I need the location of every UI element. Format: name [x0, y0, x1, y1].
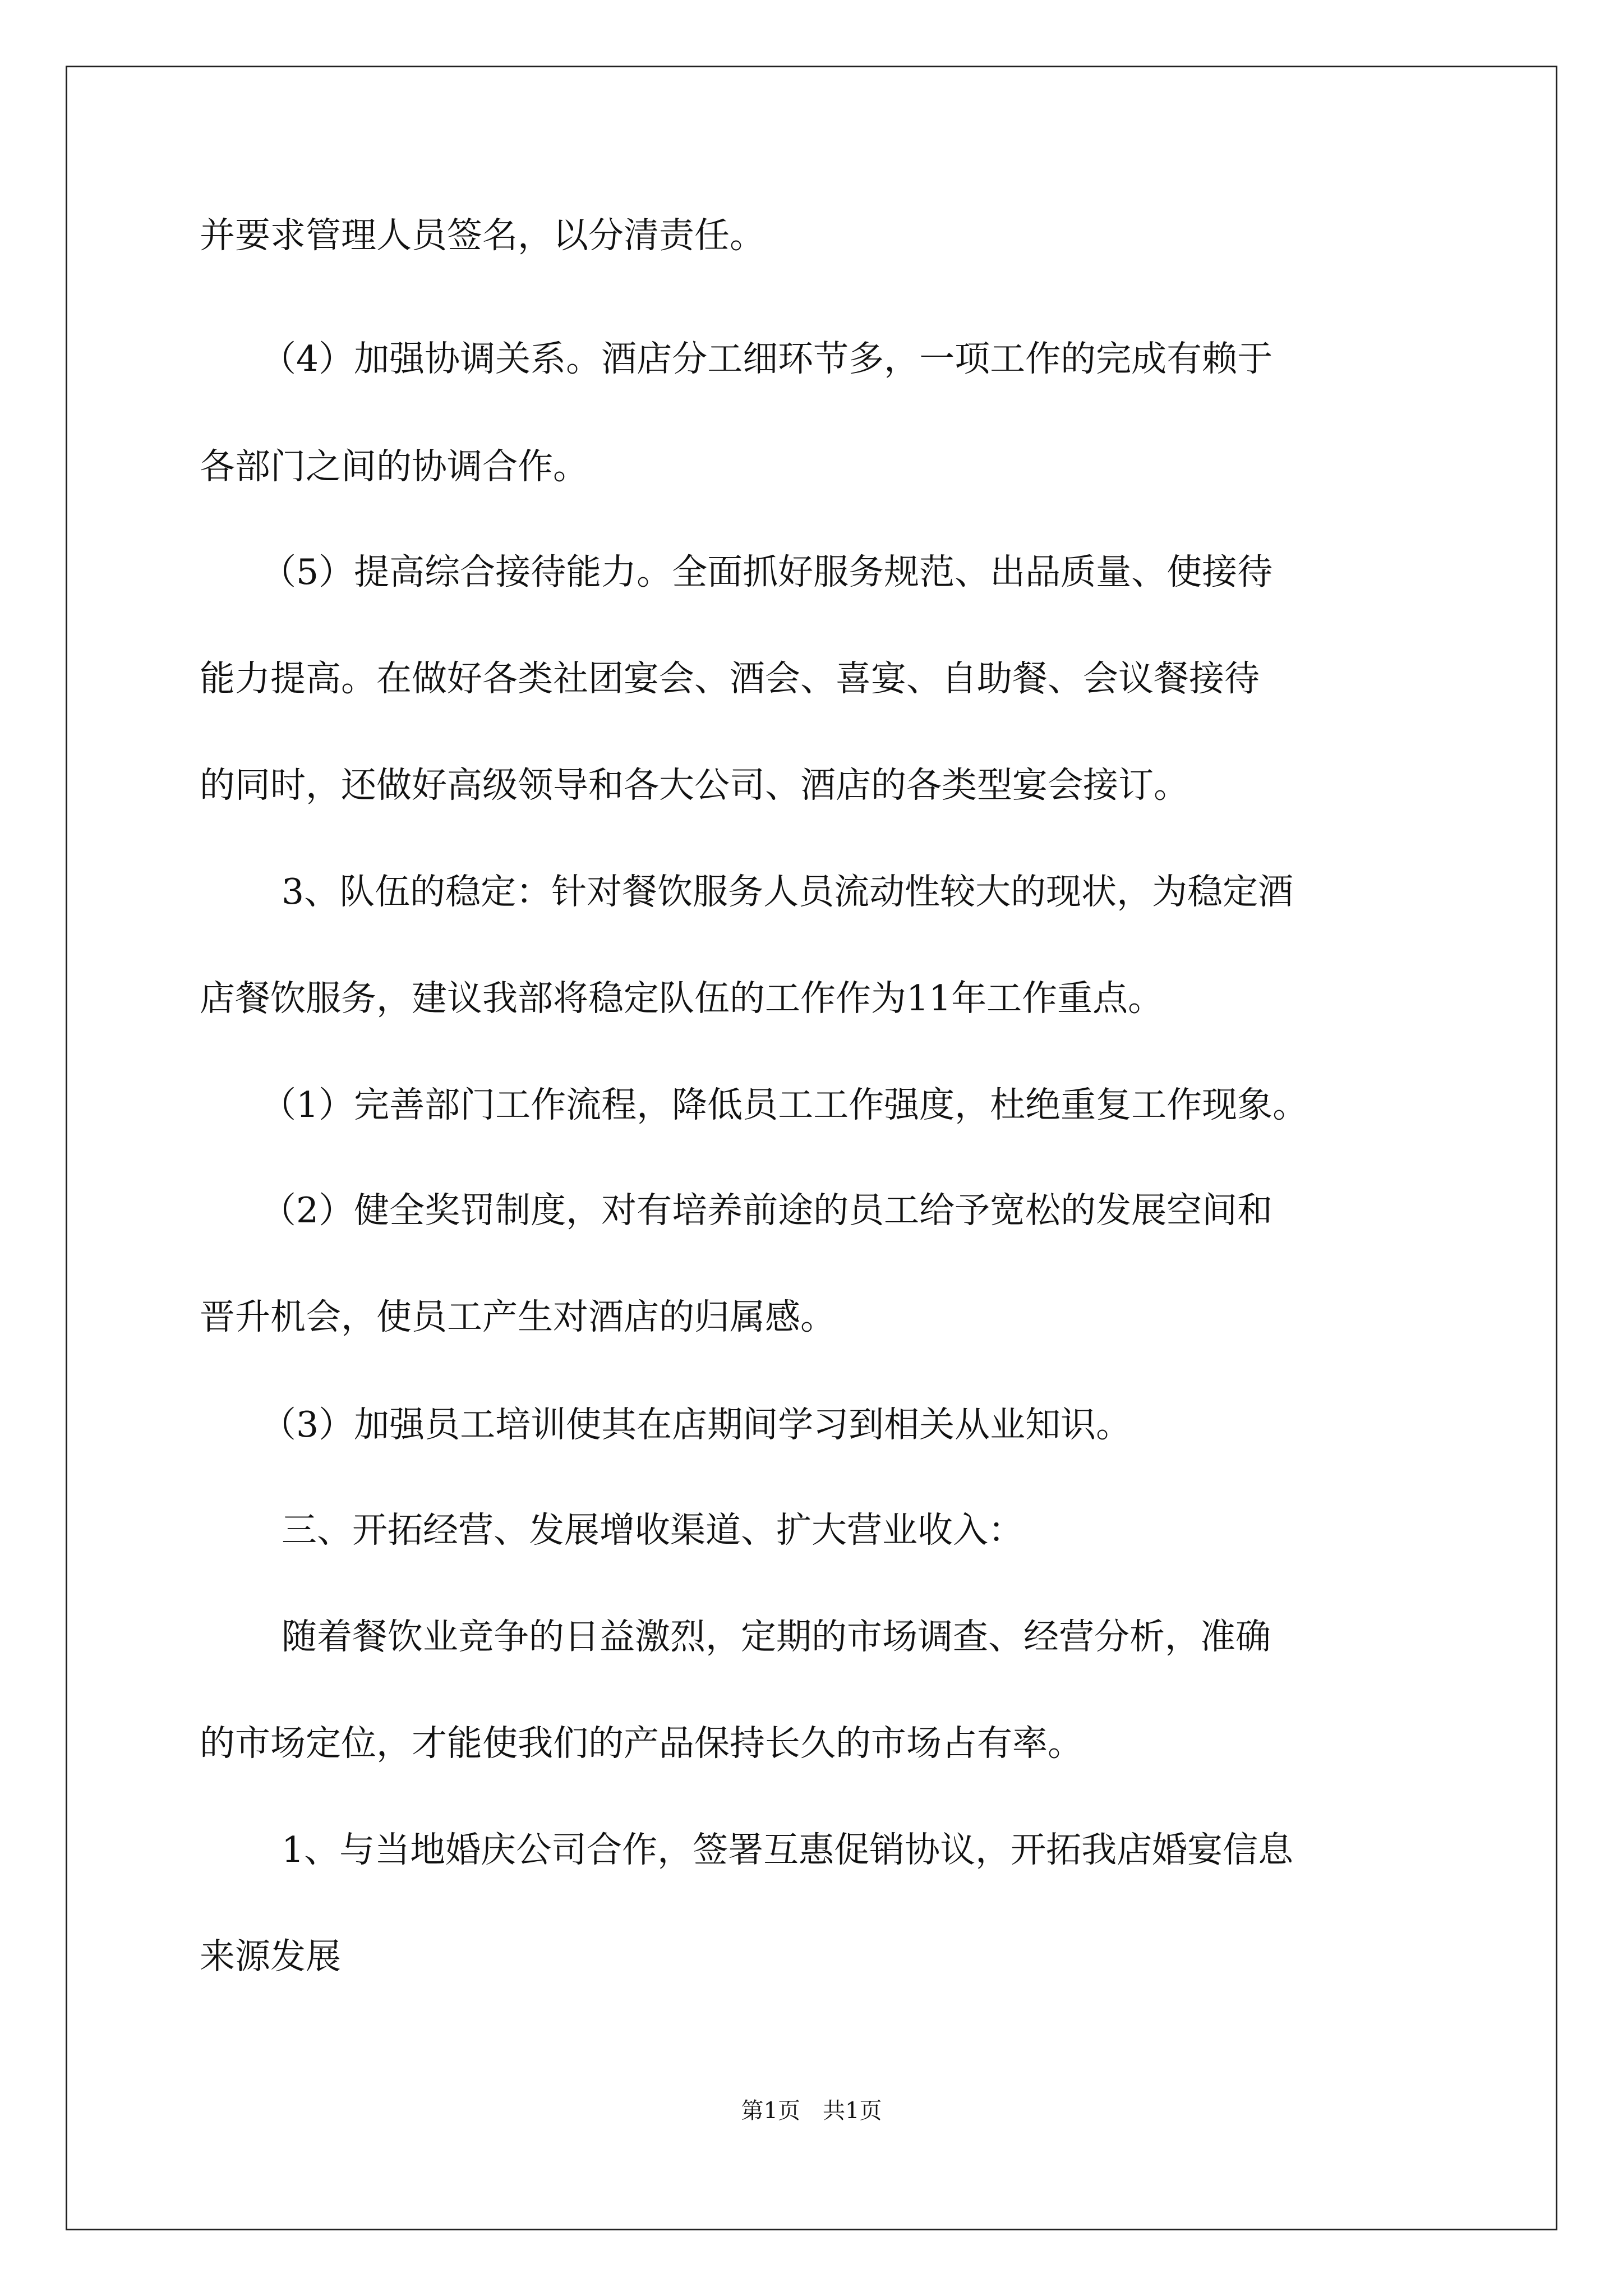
text-line: 的市场定位，才能使我们的产品保持长久的市场占有率。	[200, 1723, 1083, 1764]
text-line: 店餐饮服务，建议我部将稳定队伍的工作作为11年工作重点。	[200, 978, 1164, 1019]
text-line: （5）提高综合接待能力。全面抓好服务规范、出品质量、使接待	[261, 551, 1273, 592]
text-line: （1）完善部门工作流程，降低员工工作强度，杜绝重复工作现象。	[261, 1084, 1308, 1125]
page-number-footer: 第1页 共1页	[741, 2098, 882, 2124]
section-heading: 三、开拓经营、发展增收渠道、扩大营业收入：	[282, 1510, 1023, 1550]
text-line: 各部门之间的协调合作。	[200, 446, 588, 487]
text-line: 来源发展	[200, 1936, 341, 1977]
text-line: 1、与当地婚庆公司合作，签署互惠促销协议，开拓我店婚宴信息	[282, 1829, 1294, 1870]
text-line: 并要求管理人员签名，以分清责任。	[200, 215, 765, 256]
text-line: 随着餐饮业竞争的日益激烈，定期的市场调查、经营分析，准确	[282, 1616, 1271, 1657]
text-line: 能力提高。在做好各类社团宴会、酒会、喜宴、自助餐、会议餐接待	[200, 658, 1260, 699]
text-line: 的同时，还做好高级领导和各大公司、酒店的各类型宴会接订。	[200, 765, 1189, 806]
text-line: （4）加强协调关系。酒店分工细环节多，一项工作的完成有赖于	[261, 338, 1273, 379]
page-border	[66, 66, 1557, 2230]
text-line: 3、队伍的稳定：针对餐饮服务人员流动性较大的现状，为稳定酒	[282, 871, 1294, 912]
text-line: （3）加强员工培训使其在店期间学习到相关从业知识。	[261, 1404, 1132, 1445]
text-line: （2）健全奖罚制度，对有培养前途的员工给予宽松的发展空间和	[261, 1190, 1273, 1231]
text-line: 晋升机会，使员工产生对酒店的归属感。	[200, 1296, 836, 1337]
